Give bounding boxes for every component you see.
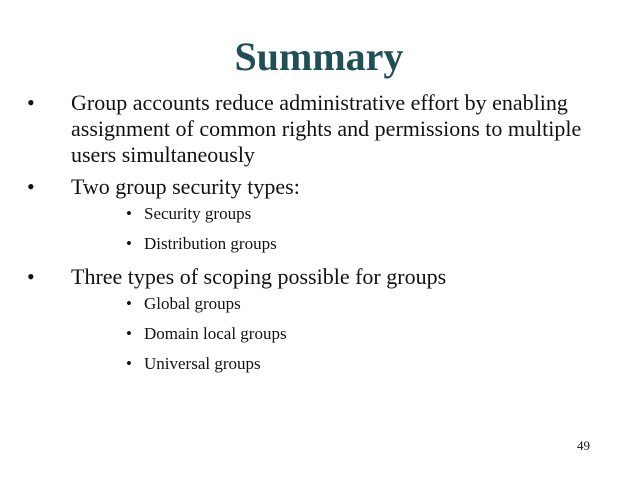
sub-bullet-text: Security groups [144, 204, 252, 223]
sub-bullet-list [71, 294, 617, 374]
sub-bullet-icon [126, 294, 146, 314]
bullet-item [27, 174, 617, 254]
sub-bullet-icon [126, 354, 146, 374]
bullet-item [27, 264, 617, 374]
sub-bullet-item [71, 354, 617, 374]
sub-bullet-item [71, 324, 617, 344]
sub-bullet-icon [126, 204, 146, 224]
bullet-list [27, 90, 617, 384]
sub-bullet-text: Global groups [144, 294, 241, 313]
bullet-text: Three types of scoping possible for groups [71, 264, 447, 289]
bullet-text: Two group security types: [71, 174, 300, 199]
sub-bullet-item [71, 204, 617, 224]
page-number: 49 [577, 438, 590, 453]
slide-title: Summary [234, 34, 404, 79]
bullet-icon [27, 90, 47, 116]
sub-bullet-icon [126, 234, 146, 254]
sub-bullet-list [71, 204, 617, 254]
sub-bullet-text: Domain local groups [144, 324, 287, 343]
bullet-item [27, 90, 617, 168]
bullet-text: Group accounts reduce administrative effort by enabling assignment of common rights and permissions to multiple users simultaneously [71, 90, 582, 167]
sub-bullet-text: Universal groups [144, 354, 261, 373]
bullet-icon [27, 174, 47, 200]
bullet-icon [27, 264, 47, 290]
sub-bullet-text: Distribution groups [144, 234, 277, 253]
sub-bullet-item [71, 234, 617, 254]
sub-bullet-icon [126, 324, 146, 344]
sub-bullet-item [71, 294, 617, 314]
